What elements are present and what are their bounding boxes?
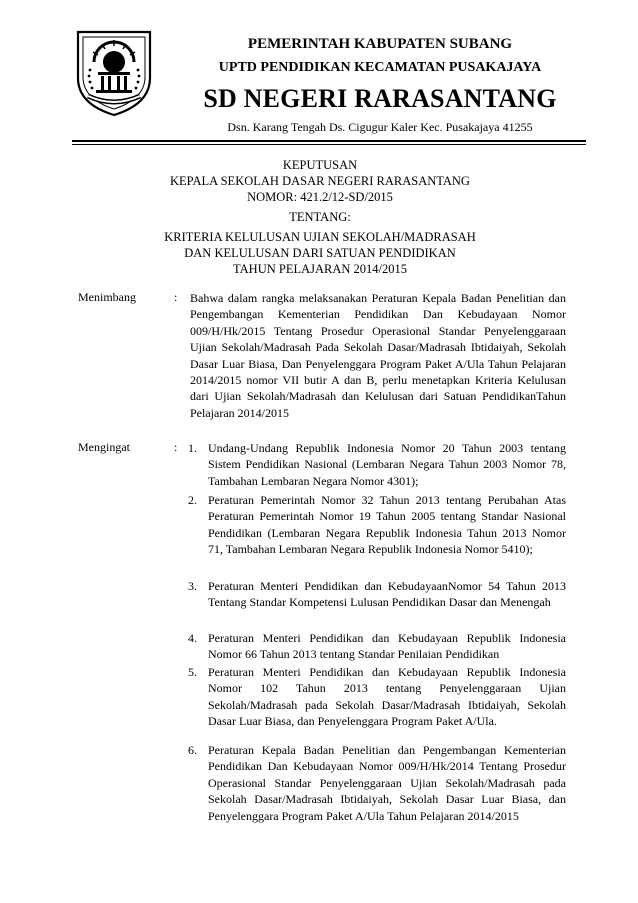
- considering-colon: :: [174, 290, 178, 304]
- school-address: Dsn. Karang Tengah Ds. Cigugur Kaler Kec. Pusakajaya 41255: [227, 120, 533, 134]
- letterhead-rule-thin: [72, 144, 586, 145]
- letterhead-rule-thick: [72, 140, 586, 142]
- recalling-item: [188, 578, 566, 611]
- decision-issuer: KEPALA SEKOLAH DASAR NEGERI RARASANTANG: [170, 174, 470, 188]
- recalling-item: [188, 664, 566, 730]
- recalling-label: Mengingat: [78, 440, 130, 454]
- recalling-item: [188, 742, 566, 824]
- item-text: Peraturan Pemerintah Nomor 32 Tahun 2013 tentang Perubahan Atas Peraturan Pemerintah Nomor 19 Tahun 2005 tentang Standar Nasional Pendidikan (Lembaran Negara Republik Indonesia Tahun 2013 Nomor 71, Tambahan Lembaran Negara Republik Indonesia Nomor 5410);: [208, 493, 566, 557]
- recalling-item: [188, 492, 566, 558]
- decision-subject-line-1: KRITERIA KELULUSAN UJIAN SEKOLAH/MADRASAH: [164, 230, 476, 244]
- item-number: 2.: [188, 493, 197, 507]
- decision-about-label: TENTANG:: [289, 210, 351, 224]
- item-text: Undang-Undang Republik Indonesia Nomor 20 Tahun 2003 tentang Sistem Pendidikan Nasional (Lembaran Negara Tahun 2003 Nomor 78, Tambahan Lembaran Negara Nomor 4301);: [208, 441, 566, 488]
- item-number: 4.: [188, 631, 197, 645]
- considering-text: Bahwa dalam rangka melaksanakan Peraturan Kepala Badan Penelitian dan Pengembangan Kementerian Pendidikan Dan Kebudayaan Nomor 009/H/Hk/2015 Tentang Prosedur Operasional Standar Penyelenggaraan Ujian Sekolah/Madrasah Pada Sekolah Dasar/Madrasah Ibtidaiyah, Sekolah Dasar Luar Biasa, Dan Penyelenggara Program Paket A/Ula Tahun Pelajaran 2014/2015 nomor VII butir A dan B, perlu menetapkan Kriteria Kelulusan dari Ujian Sekolah/Madrasah dan Kelulusan dari Satuan PendidikanTahun Pelajaran 2014/2015: [190, 291, 566, 420]
- item-number: 6.: [188, 743, 197, 757]
- school-name: SD NEGERI RARASANTANG: [203, 84, 557, 113]
- recalling-item: [188, 630, 566, 663]
- item-text: Peraturan Kepala Badan Penelitian dan Pengembangan Kementerian Pendidikan Dan Kebudayaan Nomor 009/H/Hk/2014 Tentang Prosedur Operasional Standar Penyelenggaraan Ujian Sekolah/Madrasah pada Sekolah Dasar/Madrasah Ibtidaiyah, Sekolah Dasar Luar Biasa, dan Penyelenggara Program Paket A/Ula Tahun Pelajaran 2014/2015: [208, 743, 566, 823]
- considering-label: Menimbang: [78, 290, 136, 304]
- unit-name: UPTD PENDIDIKAN KECAMATAN PUSAKAJAYA: [218, 60, 542, 75]
- item-text: Peraturan Menteri Pendidikan dan KebudayaanNomor 54 Tahun 2013 Tentang Standar Kompetensi Lulusan Pendidikan Dasar dan Menengah: [208, 579, 566, 610]
- item-text: Peraturan Menteri Pendidikan dan Kebudayaan Republik Indonesia Nomor 66 Tahun 2013 tentang Standar Penilaian Pendidikan: [208, 631, 566, 662]
- decision-subject-line-2: DAN KELULUSAN DARI SATUAN PENDIDIKAN: [184, 246, 456, 260]
- item-number: 3.: [188, 579, 197, 593]
- subang-regency-logo: [72, 26, 156, 118]
- item-number: 5.: [188, 665, 197, 679]
- item-number: 1.: [188, 441, 197, 455]
- recalling-item: [188, 440, 566, 489]
- recalling-colon: :: [174, 440, 178, 454]
- decision-heading: KEPUTUSAN: [282, 158, 358, 172]
- decision-number: NOMOR: 421.2/12-SD/2015: [247, 190, 393, 204]
- government-name: PEMERINTAH KABUPATEN SUBANG: [247, 36, 513, 52]
- item-text: Peraturan Menteri Pendidikan dan Kebudayaan Republik Indonesia Nomor 102 Tahun 2013 tentang Penyelenggaraan Ujian Sekolah/Madrasah pada Sekolah Dasar/Madrasah Ibtidaiyah, Sekolah Dasar Luar Biasa, dan Penyelenggara Program Paket A/Ula.: [208, 665, 566, 729]
- decision-subject-line-3: TAHUN PELAJARAN 2014/2015: [233, 262, 407, 276]
